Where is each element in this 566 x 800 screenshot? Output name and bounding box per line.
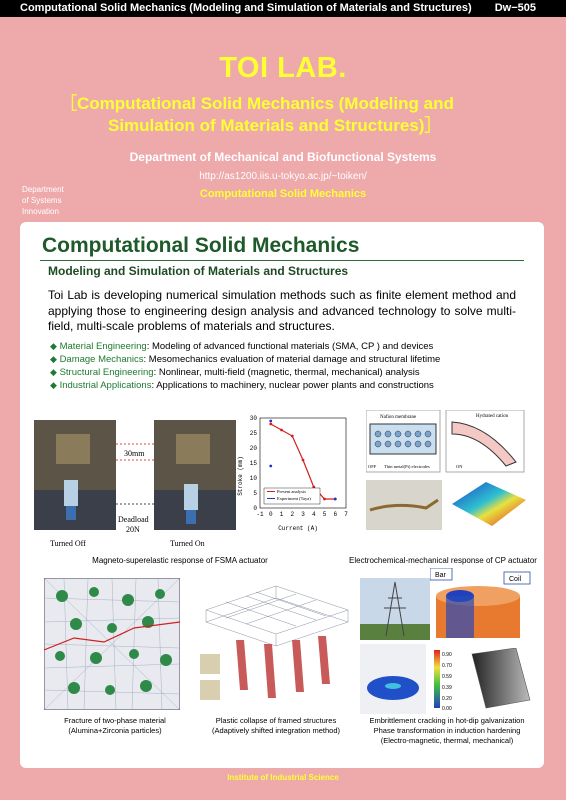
deadload-value: 20N: [126, 525, 140, 534]
frame-structure: [196, 580, 356, 710]
cp-deformation-plot: [446, 476, 532, 534]
lab-subtitle: [60, 93, 520, 137]
cb-tick: 0.90: [442, 652, 452, 658]
turned-off-label: Turned Off: [50, 539, 86, 548]
y-tick-label: 5: [253, 490, 257, 497]
diamond-icon: ◆: [50, 367, 57, 377]
data-point: [291, 435, 294, 438]
cb-tick: 0.59: [442, 674, 452, 680]
cb-tick: 0.70: [442, 663, 452, 669]
y-axis-label: Stroke (mm): [237, 456, 244, 496]
lab-url[interactable]: http://as1200.iis.u-tokyo.ac.jp/~toiken/: [199, 171, 367, 182]
y-tick-label: 30: [249, 415, 257, 422]
caption-line: Plastic collapse of framed structures: [215, 716, 337, 725]
fsma-caption: Magneto-superelastic response of FSMA actuator: [92, 556, 268, 565]
caption-line: Fracture of two-phase material: [64, 716, 166, 725]
on-label: ON: [456, 464, 463, 469]
bullet-list: [50, 340, 530, 392]
side-label-line: Innovation: [22, 207, 59, 216]
diamond-icon: ◆: [50, 341, 57, 351]
data-point: [280, 429, 283, 432]
x-tick-label: 2: [290, 511, 295, 518]
x-tick-label: 4: [311, 511, 316, 518]
intro-text: Toi Lab is developing numerical simulation methods such as finite element method and applying those to engineering design analysis and advanced technology to solve multi-field, multi-scale problems of materials and structures.: [48, 288, 516, 333]
bullet-item: [50, 340, 530, 353]
data-point: [269, 420, 272, 423]
data-point: [302, 459, 305, 462]
caption-line: (Electro-magnetic, thermal, mechanical): [380, 736, 514, 745]
bullet-item: [50, 353, 530, 366]
bar-label: Bar: [435, 572, 446, 579]
bullet-text: : Applications to machinery, nuclear power plants and constructions: [151, 380, 434, 391]
dim-label: 30mm: [124, 449, 145, 458]
bullet-text: : Mesomechanics evaluation of material damage and structural lifetime: [143, 354, 441, 365]
group-name: Computational Solid Mechanics: [199, 188, 367, 200]
bullet-key: Material Engineering: [59, 341, 147, 352]
subtitle-line-2: Simulation of Materials and Structures)］: [108, 116, 442, 135]
legend-label: Experiment (Taya): [277, 496, 311, 501]
y-tick-label: 25: [249, 430, 257, 437]
fracture-mesh: [44, 578, 180, 710]
x-axis-label: Current (A): [278, 525, 318, 532]
caption-line: Phase transformation in induction hardening: [373, 726, 521, 735]
bullet-item: [50, 379, 530, 392]
cp-diagrams: [366, 410, 526, 474]
bullet-item: [50, 366, 530, 379]
galvanization-model: [360, 644, 426, 714]
tower-photo: [360, 578, 430, 640]
bullet-key: Industrial Applications: [59, 380, 152, 391]
department: Department of Mechanical and Biofunctional Systems: [129, 150, 437, 164]
panel-title: Computational Solid Mechanics: [42, 234, 360, 257]
top-bar: [0, 0, 566, 17]
legend-label: Present analysis: [277, 489, 306, 494]
cb-tick: 0.20: [442, 696, 452, 702]
caption-line: (Adaptively shifted integration method): [212, 726, 340, 735]
data-point: [269, 423, 272, 426]
stroke-current-chart: [236, 412, 356, 532]
diamond-icon: ◆: [50, 380, 57, 390]
cb-tick: 0.39: [442, 685, 452, 691]
x-tick-label: 7: [344, 511, 348, 518]
fsma-photos: [34, 420, 236, 552]
collapse-caption: [196, 716, 356, 736]
cp-photo: [366, 480, 442, 530]
panel-code: Dw−505: [494, 2, 536, 14]
y-tick-label: 0: [253, 505, 257, 512]
subtitle-line-1: ［Computational Solid Mechanics (Modeling and: [60, 94, 454, 113]
lab-name: TOI LAB.: [219, 52, 347, 84]
side-label-line: of Systems: [22, 196, 62, 205]
side-label-line: Department: [22, 185, 64, 194]
turned-on-label: Turned On: [170, 539, 205, 548]
induction-coil: [430, 568, 534, 644]
panel-subtitle: Modeling and Simulation of Materials and Structures: [48, 264, 349, 278]
cp-caption: Electrochemical-mechanical response of CP actuator: [349, 556, 537, 565]
phase-colorbar: [432, 648, 536, 712]
off-label: OFF: [368, 464, 377, 469]
fracture-caption: [40, 716, 190, 736]
bullet-text: : Modeling of advanced functional materials (SMA, CP ) and devices: [146, 341, 434, 352]
hydrated-label: Hydrated cation: [476, 414, 509, 419]
x-tick-label: 6: [333, 511, 338, 518]
header-title: Computational Solid Mechanics (Modeling and Simulation of Materials and Structures): [20, 2, 472, 14]
caption-line: Embrittlement cracking in hot-dip galvanization: [369, 716, 525, 725]
embrittle-caption: [356, 716, 538, 746]
data-point: [323, 498, 326, 501]
caption-line: (Alumina+Zirconia particles): [68, 726, 162, 735]
data-point: [334, 498, 337, 501]
bullet-key: Structural Engineering: [59, 367, 154, 378]
deadload-label: Deadload: [118, 515, 149, 524]
electrodes-label: Thin metal(Pt) electrodes: [384, 464, 430, 469]
diamond-icon: ◆: [50, 354, 57, 364]
x-tick-label: 1: [279, 511, 284, 518]
bullet-key: Damage Mechanics: [59, 354, 144, 365]
title-rule: [40, 260, 524, 261]
side-label: [22, 184, 64, 217]
x-tick-label: -1: [256, 511, 264, 518]
cb-tick: 0.00: [442, 706, 452, 712]
y-tick-label: 20: [249, 445, 257, 452]
membrane-label: Nafion membrane: [380, 415, 417, 420]
x-tick-label: 0: [268, 511, 273, 518]
coil-label: Coil: [509, 576, 522, 583]
bullet-text: : Nonlinear, multi-field (magnetic, thermal, mechanical) analysis: [153, 367, 420, 378]
y-tick-label: 10: [249, 475, 257, 482]
x-tick-label: 5: [322, 511, 327, 518]
footer-institute: Institute of Industrial Science: [227, 773, 339, 782]
y-tick-label: 15: [249, 460, 257, 467]
x-tick-label: 3: [301, 511, 305, 518]
data-point: [269, 465, 272, 468]
